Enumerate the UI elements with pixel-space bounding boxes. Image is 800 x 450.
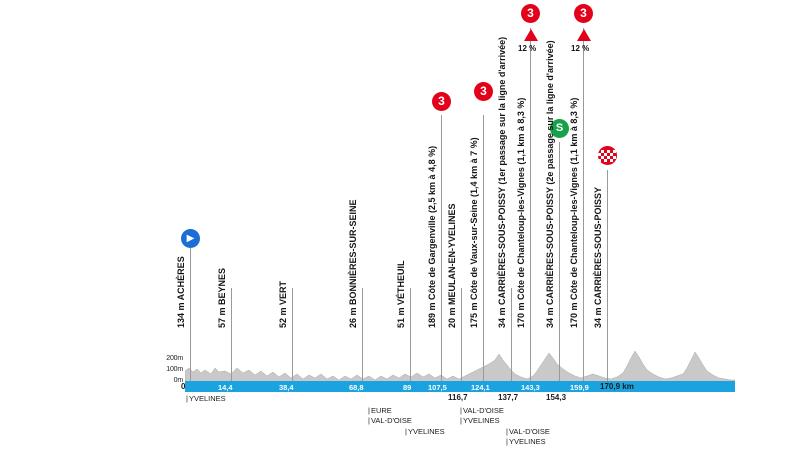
profile-point-label: 26 m BONNIÈRES-SUR-SEINE xyxy=(348,199,358,328)
profile-point-label: 34 m CARRIÈRES-SOUS-POISSY xyxy=(593,186,603,328)
marker-line-10 xyxy=(559,142,560,381)
marker-line-6 xyxy=(461,288,462,381)
marker-line-12 xyxy=(607,170,608,381)
km-tick-label: 143,3 xyxy=(521,383,540,392)
km-tick-label: 68,8 xyxy=(349,383,364,392)
profile-point-label: 175 m Côte de Vaux-sur-Seine (1,4 km à 7 %) xyxy=(469,137,479,328)
department-label: | VAL-D'OISE xyxy=(460,406,504,415)
profile-point-label: 170 m Côte de Chanteloup-les-Vignes (1,1 km à 8,3 %) xyxy=(569,97,579,328)
marker-line-5 xyxy=(441,115,442,381)
climb-category-badge: 3 xyxy=(521,4,540,23)
km-tick-label: 137,7 xyxy=(498,393,519,402)
gradient-value: 12 % xyxy=(571,44,590,53)
gradient-warning-icon xyxy=(577,29,591,41)
profile-point-label: 170 m Côte de Chanteloup-les-Vignes (1,1 km à 8,3 %) xyxy=(516,97,526,328)
profile-point-label: 189 m Côte de Gargenville (2,5 km à 4,8 %) xyxy=(427,145,437,328)
marker-line-1 xyxy=(231,288,232,381)
profile-point-label: 20 m MEULAN-EN-YVELINES xyxy=(447,203,457,328)
km-tick-label: 116,7 xyxy=(448,393,468,402)
department-label: | YVELINES xyxy=(460,416,500,425)
km-total-label: 170,9 km xyxy=(600,382,634,391)
profile-point-label: 134 m ACHÈRES xyxy=(176,256,186,328)
department-label: | VAL-D'OISE xyxy=(368,416,412,425)
climb-category-badge: 3 xyxy=(474,82,493,101)
y-axis-100m: 100m xyxy=(166,366,183,373)
marker-line-7 xyxy=(483,115,484,381)
y-axis-200m: 200m xyxy=(166,355,183,362)
profile-point-label: 34 m CARRIÈRES-SOUS-POISSY (1er passage sur la ligne d'arrivée) xyxy=(497,36,507,328)
intermediate-sprint-badge: S xyxy=(550,119,569,138)
km-tick-label: 14,4 xyxy=(218,383,233,392)
gradient-value: 12 % xyxy=(518,44,537,53)
km-tick-label: 107,5 xyxy=(428,383,447,392)
department-label: | YVELINES xyxy=(186,394,226,403)
profile-point-label: 34 m CARRIÈRES-SOUS-POISSY (2e passage sur la ligne d'arrivée) xyxy=(545,40,555,328)
profile-point-label: 52 m VERT xyxy=(278,280,288,328)
climb-category-badge: 3 xyxy=(574,4,593,23)
finish-flag-badge xyxy=(598,146,617,165)
km-tick-label: 124,1 xyxy=(471,383,490,392)
distance-bar xyxy=(185,381,735,392)
department-label: | VAL-D'OISE xyxy=(506,427,550,436)
marker-line-3 xyxy=(362,288,363,381)
department-label: | YVELINES xyxy=(405,427,445,436)
km-tick-label: 38,4 xyxy=(279,383,294,392)
y-axis-0m: 0m xyxy=(173,377,183,384)
profile-point-label: 57 m BEYNES xyxy=(217,267,227,328)
marker-line-2 xyxy=(292,288,293,381)
marker-line-8 xyxy=(511,288,512,381)
marker-line-9 xyxy=(530,28,531,381)
km-tick-label: 89 xyxy=(403,383,412,392)
km-tick-label: 154,3 xyxy=(546,393,567,402)
gradient-warning-icon xyxy=(524,29,538,41)
marker-line-11 xyxy=(583,28,584,381)
km-tick-label: 0 xyxy=(181,382,186,391)
marker-line-4 xyxy=(410,288,411,381)
profile-point-label: 51 m VÉTHEUIL xyxy=(396,260,406,328)
department-label: | YVELINES xyxy=(506,437,546,446)
km-tick-label: 159,9 xyxy=(570,383,589,392)
marker-line-0 xyxy=(190,248,191,381)
start-marker-icon: ▶ xyxy=(181,229,200,248)
terrain-silhouette xyxy=(185,338,735,382)
climb-category-badge: 3 xyxy=(432,92,451,111)
department-label: | EURE xyxy=(368,406,392,415)
